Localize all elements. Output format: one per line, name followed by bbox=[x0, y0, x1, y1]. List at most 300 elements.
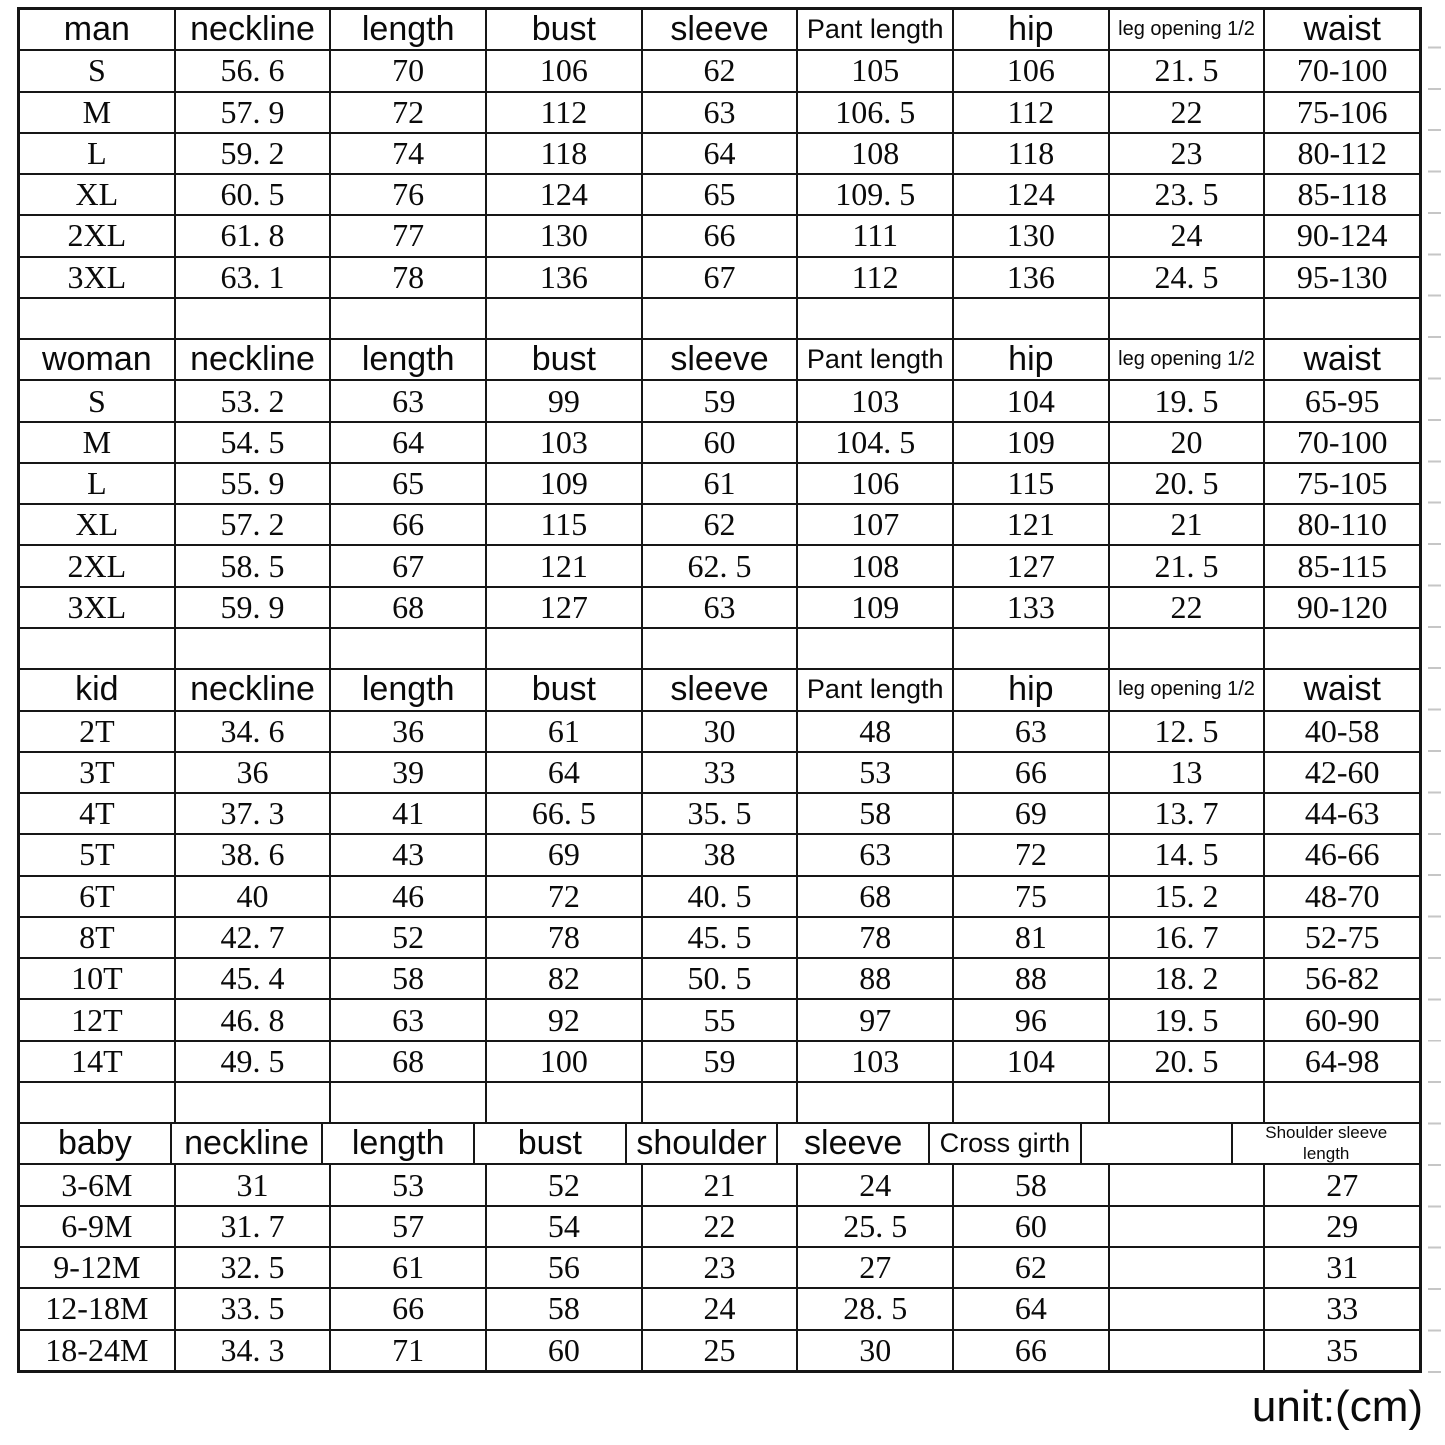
data-cell-baby-12-18M-col1: 33. 5 bbox=[174, 1289, 330, 1328]
data-cell-kid-8T-col7: 16. 7 bbox=[1108, 918, 1264, 957]
separator-cell bbox=[1108, 629, 1264, 668]
data-cell-woman-3XL-col2: 68 bbox=[329, 588, 485, 627]
header-kid-col4: sleeve bbox=[641, 670, 797, 709]
data-cell-kid-10T-col2: 58 bbox=[329, 959, 485, 998]
header-man-col2: length bbox=[329, 10, 485, 49]
header-baby-col2: length bbox=[321, 1124, 473, 1163]
header-woman-col2: length bbox=[329, 340, 485, 379]
data-cell-woman-M-col5: 104. 5 bbox=[796, 423, 952, 462]
data-cell-baby-9-12M-col4: 23 bbox=[641, 1248, 797, 1287]
header-woman-col4: sleeve bbox=[641, 340, 797, 379]
data-cell-kid-2T-col3: 61 bbox=[485, 712, 641, 751]
data-cell-woman-L-col2: 65 bbox=[329, 464, 485, 503]
size-cell-man-M-col0: M bbox=[82, 93, 112, 130]
data-cell-baby-12-18M-col8: 33 bbox=[1263, 1289, 1419, 1328]
size-cell-man-L-col0: L bbox=[87, 134, 107, 171]
data-cell-kid-6T-col2: 46 bbox=[329, 877, 485, 916]
row-man-XL bbox=[20, 173, 1419, 214]
data-cell-baby-3-6M-col1: 31 bbox=[174, 1165, 330, 1204]
data-cell-woman-2XL-col7: 21. 5 bbox=[1108, 546, 1264, 585]
data-cell-man-L-col7: 23 bbox=[1108, 134, 1264, 173]
data-cell-kid-2T-col6: 63 bbox=[952, 712, 1108, 751]
data-cell-woman-2XL-col4: 62. 5 bbox=[641, 546, 797, 585]
header-baby-col1: neckline bbox=[170, 1124, 322, 1163]
header-baby-col3: bust bbox=[473, 1124, 625, 1163]
data-cell-woman-XL-col4: 62 bbox=[641, 505, 797, 544]
data-cell-man-2XL-col8: 90-124 bbox=[1263, 216, 1419, 255]
row-woman-2XL bbox=[20, 544, 1419, 585]
data-cell-man-XL-col3: 124 bbox=[485, 175, 641, 214]
data-cell-man-XL-col1: 60. 5 bbox=[174, 175, 330, 214]
row-man-M bbox=[20, 91, 1419, 132]
data-cell-kid-10T-col8: 56-82 bbox=[1263, 959, 1419, 998]
header-woman-col8: waist bbox=[1263, 340, 1419, 379]
size-cell-woman-M-col0: M bbox=[82, 423, 112, 460]
data-cell-man-S-col6: 106 bbox=[952, 51, 1108, 90]
data-cell-man-XL-col2: 76 bbox=[329, 175, 485, 214]
separator-cell bbox=[174, 1083, 330, 1122]
row-kid-14T bbox=[20, 1040, 1419, 1081]
row-man-L bbox=[20, 132, 1419, 173]
data-cell-woman-2XL-col2: 67 bbox=[329, 546, 485, 585]
data-cell-kid-4T-col2: 41 bbox=[329, 794, 485, 833]
data-cell-kid-4T-col6: 69 bbox=[952, 794, 1108, 833]
header-baby-col7 bbox=[1080, 1124, 1232, 1163]
row-baby-12-18M bbox=[20, 1287, 1419, 1328]
size-cell-man-2XL-col0: 2XL bbox=[67, 217, 127, 254]
data-cell-woman-XL-col7: 21 bbox=[1108, 505, 1264, 544]
data-cell-baby-6-9M-col6: 60 bbox=[952, 1207, 1108, 1246]
data-cell-kid-8T-col3: 78 bbox=[485, 918, 641, 957]
data-cell-man-3XL-col3: 136 bbox=[485, 258, 641, 297]
gridline-ticks bbox=[1428, 7, 1441, 1375]
data-cell-kid-14T-col2: 68 bbox=[329, 1042, 485, 1081]
row-kid-5T bbox=[20, 833, 1419, 874]
data-cell-kid-14T-col7: 20. 5 bbox=[1108, 1042, 1264, 1081]
header-woman-col1: neckline bbox=[174, 340, 330, 379]
data-cell-kid-12T-col7: 19. 5 bbox=[1108, 1000, 1264, 1039]
data-cell-man-S-col7: 21. 5 bbox=[1108, 51, 1264, 90]
size-cell-baby-9-12M-col0: 9-12M bbox=[53, 1249, 141, 1286]
header-woman-col5: Pant length bbox=[796, 340, 952, 379]
header-kid-col0: kid bbox=[75, 670, 119, 709]
unit-label: unit:(cm) bbox=[1251, 1382, 1423, 1431]
data-cell-baby-18-24M-col5: 30 bbox=[796, 1331, 952, 1370]
size-cell-baby-12-18M-col0: 12-18M bbox=[45, 1290, 149, 1327]
data-cell-kid-2T-col5: 48 bbox=[796, 712, 952, 751]
data-cell-woman-L-col3: 109 bbox=[485, 464, 641, 503]
data-cell-woman-M-col6: 109 bbox=[952, 423, 1108, 462]
data-cell-baby-3-6M-col3: 52 bbox=[485, 1165, 641, 1204]
data-cell-kid-12T-col3: 92 bbox=[485, 1000, 641, 1039]
row-baby-9-12M bbox=[20, 1246, 1419, 1287]
data-cell-man-L-col6: 118 bbox=[952, 134, 1108, 173]
size-cell-baby-6-9M-col0: 6-9M bbox=[61, 1207, 133, 1244]
row-woman-3XL bbox=[20, 586, 1419, 627]
data-cell-baby-18-24M-col2: 71 bbox=[329, 1331, 485, 1370]
size-cell-woman-3XL-col0: 3XL bbox=[67, 588, 127, 625]
row-kid-12T bbox=[20, 998, 1419, 1039]
data-cell-baby-18-24M-col8: 35 bbox=[1263, 1331, 1419, 1370]
separator-cell bbox=[485, 629, 641, 668]
data-cell-kid-14T-col1: 49. 5 bbox=[174, 1042, 330, 1081]
data-cell-man-L-col5: 108 bbox=[796, 134, 952, 173]
separator-cell bbox=[641, 629, 797, 668]
separator-cell bbox=[1263, 299, 1419, 338]
header-kid-col5: Pant length bbox=[796, 670, 952, 709]
data-cell-man-3XL-col4: 67 bbox=[641, 258, 797, 297]
data-cell-kid-5T-col3: 69 bbox=[485, 835, 641, 874]
data-cell-kid-4T-col3: 66. 5 bbox=[485, 794, 641, 833]
data-cell-man-3XL-col5: 112 bbox=[796, 258, 952, 297]
separator-cell bbox=[174, 629, 330, 668]
data-cell-man-L-col4: 64 bbox=[641, 134, 797, 173]
data-cell-baby-9-12M-col3: 56 bbox=[485, 1248, 641, 1287]
header-row-baby bbox=[20, 1122, 1419, 1163]
size-cell-woman-XL-col0: XL bbox=[75, 506, 119, 543]
header-row-woman bbox=[20, 338, 1419, 379]
size-cell-kid-12T-col0: 12T bbox=[71, 1001, 123, 1038]
separator-cell bbox=[174, 299, 330, 338]
row-man-3XL bbox=[20, 256, 1419, 297]
data-cell-woman-L-col1: 55. 9 bbox=[174, 464, 330, 503]
row-man-2XL bbox=[20, 214, 1419, 255]
data-cell-man-M-col2: 72 bbox=[329, 93, 485, 132]
header-row-kid bbox=[20, 668, 1419, 709]
data-cell-baby-6-9M-col3: 54 bbox=[485, 1207, 641, 1246]
data-cell-baby-18-24M-col4: 25 bbox=[641, 1331, 797, 1370]
data-cell-kid-8T-col2: 52 bbox=[329, 918, 485, 957]
size-cell-kid-6T-col0: 6T bbox=[79, 877, 115, 914]
data-cell-man-2XL-col3: 130 bbox=[485, 216, 641, 255]
header-kid-col2: length bbox=[329, 670, 485, 709]
data-cell-man-M-col6: 112 bbox=[952, 93, 1108, 132]
data-cell-woman-2XL-col1: 58. 5 bbox=[174, 546, 330, 585]
data-cell-man-XL-col4: 65 bbox=[641, 175, 797, 214]
data-cell-kid-5T-col7: 14. 5 bbox=[1108, 835, 1264, 874]
size-cell-kid-5T-col0: 5T bbox=[79, 836, 115, 873]
data-cell-kid-6T-col4: 40. 5 bbox=[641, 877, 797, 916]
separator-cell bbox=[20, 1083, 174, 1122]
data-cell-kid-6T-col5: 68 bbox=[796, 877, 952, 916]
data-cell-woman-L-col5: 106 bbox=[796, 464, 952, 503]
data-cell-kid-4T-col8: 44-63 bbox=[1263, 794, 1419, 833]
data-cell-baby-6-9M-col5: 25. 5 bbox=[796, 1207, 952, 1246]
header-woman-col7: leg opening 1/2 bbox=[1108, 340, 1264, 379]
data-cell-man-S-col5: 105 bbox=[796, 51, 952, 90]
data-cell-kid-5T-col2: 43 bbox=[329, 835, 485, 874]
data-cell-kid-5T-col4: 38 bbox=[641, 835, 797, 874]
data-cell-kid-3T-col7: 13 bbox=[1108, 753, 1264, 792]
data-cell-kid-10T-col7: 18. 2 bbox=[1108, 959, 1264, 998]
data-cell-kid-12T-col2: 63 bbox=[329, 1000, 485, 1039]
data-cell-baby-6-9M-col4: 22 bbox=[641, 1207, 797, 1246]
data-cell-kid-4T-col7: 13. 7 bbox=[1108, 794, 1264, 833]
data-cell-kid-5T-col6: 72 bbox=[952, 835, 1108, 874]
separator-cell bbox=[485, 1083, 641, 1122]
data-cell-baby-6-9M-col2: 57 bbox=[329, 1207, 485, 1246]
row-woman-S bbox=[20, 379, 1419, 420]
data-cell-man-S-col2: 70 bbox=[329, 51, 485, 90]
header-kid-col6: hip bbox=[952, 670, 1108, 709]
data-cell-man-S-col3: 106 bbox=[485, 51, 641, 90]
header-man-col3: bust bbox=[485, 10, 641, 49]
data-cell-woman-S-col5: 103 bbox=[796, 381, 952, 420]
data-cell-woman-S-col6: 104 bbox=[952, 381, 1108, 420]
data-cell-baby-3-6M-col6: 58 bbox=[952, 1165, 1108, 1204]
data-cell-kid-4T-col1: 37. 3 bbox=[174, 794, 330, 833]
row-baby-3-6M bbox=[20, 1163, 1419, 1204]
separator-row bbox=[20, 627, 1419, 668]
data-cell-man-M-col1: 57. 9 bbox=[174, 93, 330, 132]
header-baby-col4: shoulder bbox=[625, 1124, 777, 1163]
header-baby-col8: Shoulder sleeve length bbox=[1231, 1124, 1419, 1163]
data-cell-woman-XL-col1: 57. 2 bbox=[174, 505, 330, 544]
data-cell-kid-14T-col8: 64-98 bbox=[1263, 1042, 1419, 1081]
data-cell-kid-12T-col1: 46. 8 bbox=[174, 1000, 330, 1039]
separator-cell bbox=[796, 299, 952, 338]
data-cell-woman-2XL-col3: 121 bbox=[485, 546, 641, 585]
size-cell-kid-4T-col0: 4T bbox=[79, 795, 115, 832]
separator-cell bbox=[329, 1083, 485, 1122]
data-cell-man-3XL-col2: 78 bbox=[329, 258, 485, 297]
data-cell-kid-12T-col4: 55 bbox=[641, 1000, 797, 1039]
data-cell-kid-12T-col6: 96 bbox=[952, 1000, 1108, 1039]
data-cell-man-XL-col8: 85-118 bbox=[1263, 175, 1419, 214]
header-man-col5: Pant length bbox=[796, 10, 952, 49]
data-cell-man-M-col7: 22 bbox=[1108, 93, 1264, 132]
header-man-col1: neckline bbox=[174, 10, 330, 49]
header-kid-col1: neckline bbox=[174, 670, 330, 709]
separator-cell bbox=[329, 629, 485, 668]
data-cell-man-S-col1: 56. 6 bbox=[174, 51, 330, 90]
data-cell-woman-M-col8: 70-100 bbox=[1263, 423, 1419, 462]
data-cell-man-M-col4: 63 bbox=[641, 93, 797, 132]
separator-cell bbox=[20, 629, 174, 668]
row-woman-L bbox=[20, 462, 1419, 503]
data-cell-kid-8T-col1: 42. 7 bbox=[174, 918, 330, 957]
data-cell-woman-S-col4: 59 bbox=[641, 381, 797, 420]
data-cell-kid-8T-col8: 52-75 bbox=[1263, 918, 1419, 957]
header-baby-col5: sleeve bbox=[776, 1124, 928, 1163]
header-row-man bbox=[20, 10, 1419, 49]
data-cell-kid-6T-col8: 48-70 bbox=[1263, 877, 1419, 916]
data-cell-woman-S-col3: 99 bbox=[485, 381, 641, 420]
separator-cell bbox=[952, 299, 1108, 338]
data-cell-woman-XL-col8: 80-110 bbox=[1263, 505, 1419, 544]
data-cell-kid-2T-col1: 34. 6 bbox=[174, 712, 330, 751]
data-cell-woman-M-col3: 103 bbox=[485, 423, 641, 462]
separator-cell bbox=[952, 629, 1108, 668]
data-cell-kid-2T-col7: 12. 5 bbox=[1108, 712, 1264, 751]
separator-cell bbox=[1263, 629, 1419, 668]
data-cell-baby-18-24M-col1: 34. 3 bbox=[174, 1331, 330, 1370]
data-cell-woman-3XL-col4: 63 bbox=[641, 588, 797, 627]
data-cell-man-M-col5: 106. 5 bbox=[796, 93, 952, 132]
data-cell-kid-8T-col5: 78 bbox=[796, 918, 952, 957]
data-cell-kid-3T-col3: 64 bbox=[485, 753, 641, 792]
data-cell-woman-XL-col3: 115 bbox=[485, 505, 641, 544]
data-cell-baby-6-9M-col1: 31. 7 bbox=[174, 1207, 330, 1246]
data-cell-kid-4T-col4: 35. 5 bbox=[641, 794, 797, 833]
row-kid-8T bbox=[20, 916, 1419, 957]
data-cell-kid-8T-col4: 45. 5 bbox=[641, 918, 797, 957]
row-kid-6T bbox=[20, 875, 1419, 916]
size-cell-baby-3-6M-col0: 3-6M bbox=[61, 1166, 133, 1203]
data-cell-baby-12-18M-col4: 24 bbox=[641, 1289, 797, 1328]
size-cell-kid-10T-col0: 10T bbox=[71, 960, 123, 997]
data-cell-baby-12-18M-col6: 64 bbox=[952, 1289, 1108, 1328]
data-cell-man-2XL-col6: 130 bbox=[952, 216, 1108, 255]
data-cell-baby-3-6M-col2: 53 bbox=[329, 1165, 485, 1204]
data-cell-kid-12T-col8: 60-90 bbox=[1263, 1000, 1419, 1039]
data-cell-baby-9-12M-col8: 31 bbox=[1263, 1248, 1419, 1287]
size-cell-woman-2XL-col0: 2XL bbox=[67, 547, 127, 584]
data-cell-baby-9-12M-col5: 27 bbox=[796, 1248, 952, 1287]
data-cell-man-3XL-col8: 95-130 bbox=[1263, 258, 1419, 297]
data-cell-kid-10T-col4: 50. 5 bbox=[641, 959, 797, 998]
data-cell-woman-S-col2: 63 bbox=[329, 381, 485, 420]
data-cell-kid-3T-col6: 66 bbox=[952, 753, 1108, 792]
data-cell-kid-5T-col8: 46-66 bbox=[1263, 835, 1419, 874]
data-cell-kid-12T-col5: 97 bbox=[796, 1000, 952, 1039]
data-cell-kid-5T-col5: 63 bbox=[796, 835, 952, 874]
data-cell-woman-M-col1: 54. 5 bbox=[174, 423, 330, 462]
data-cell-man-XL-col6: 124 bbox=[952, 175, 1108, 214]
data-cell-woman-S-col8: 65-95 bbox=[1263, 381, 1419, 420]
header-kid-col7: leg opening 1/2 bbox=[1108, 670, 1264, 709]
data-cell-man-L-col3: 118 bbox=[485, 134, 641, 173]
data-cell-baby-18-24M-col6: 66 bbox=[952, 1331, 1108, 1370]
data-cell-baby-6-9M-col8: 29 bbox=[1263, 1207, 1419, 1246]
data-cell-kid-8T-col6: 81 bbox=[952, 918, 1108, 957]
data-cell-woman-M-col2: 64 bbox=[329, 423, 485, 462]
row-woman-XL bbox=[20, 503, 1419, 544]
data-cell-kid-3T-col8: 42-60 bbox=[1263, 753, 1419, 792]
data-cell-baby-9-12M-col7 bbox=[1108, 1248, 1264, 1287]
row-baby-18-24M bbox=[20, 1329, 1419, 1370]
data-cell-kid-6T-col6: 75 bbox=[952, 877, 1108, 916]
data-cell-kid-14T-col3: 100 bbox=[485, 1042, 641, 1081]
data-cell-woman-3XL-col3: 127 bbox=[485, 588, 641, 627]
separator-cell bbox=[641, 1083, 797, 1122]
separator-row bbox=[20, 297, 1419, 338]
data-cell-man-S-col4: 62 bbox=[641, 51, 797, 90]
data-cell-woman-2XL-col8: 85-115 bbox=[1263, 546, 1419, 585]
header-man-col6: hip bbox=[952, 10, 1108, 49]
separator-cell bbox=[641, 299, 797, 338]
header-man-col8: waist bbox=[1263, 10, 1419, 49]
data-cell-woman-M-col4: 60 bbox=[641, 423, 797, 462]
data-cell-man-M-col3: 112 bbox=[485, 93, 641, 132]
header-kid-col3: bust bbox=[485, 670, 641, 709]
size-cell-kid-14T-col0: 14T bbox=[71, 1042, 123, 1079]
size-cell-kid-8T-col0: 8T bbox=[79, 918, 115, 955]
data-cell-baby-6-9M-col7 bbox=[1108, 1207, 1264, 1246]
data-cell-woman-3XL-col5: 109 bbox=[796, 588, 952, 627]
data-cell-man-XL-col5: 109. 5 bbox=[796, 175, 952, 214]
data-cell-man-M-col8: 75-106 bbox=[1263, 93, 1419, 132]
data-cell-baby-12-18M-col5: 28. 5 bbox=[796, 1289, 952, 1328]
size-cell-woman-L-col0: L bbox=[87, 465, 107, 502]
header-baby-col0: baby bbox=[57, 1124, 132, 1163]
separator-cell bbox=[1263, 1083, 1419, 1122]
row-kid-2T bbox=[20, 710, 1419, 751]
data-cell-woman-XL-col5: 107 bbox=[796, 505, 952, 544]
separator-cell bbox=[796, 629, 952, 668]
data-cell-kid-10T-col5: 88 bbox=[796, 959, 952, 998]
header-baby-col6: Cross girth bbox=[928, 1124, 1080, 1163]
row-woman-M bbox=[20, 421, 1419, 462]
data-cell-baby-3-6M-col7 bbox=[1108, 1165, 1264, 1204]
data-cell-man-L-col1: 59. 2 bbox=[174, 134, 330, 173]
header-kid-col8: waist bbox=[1263, 670, 1419, 709]
separator-cell bbox=[952, 1083, 1108, 1122]
size-cell-man-3XL-col0: 3XL bbox=[67, 258, 127, 295]
data-cell-kid-14T-col6: 104 bbox=[952, 1042, 1108, 1081]
data-cell-man-S-col8: 70-100 bbox=[1263, 51, 1419, 90]
header-woman-col0: woman bbox=[42, 340, 152, 379]
data-cell-man-2XL-col4: 66 bbox=[641, 216, 797, 255]
data-cell-baby-9-12M-col2: 61 bbox=[329, 1248, 485, 1287]
data-cell-man-3XL-col1: 63. 1 bbox=[174, 258, 330, 297]
data-cell-woman-3XL-col7: 22 bbox=[1108, 588, 1264, 627]
data-cell-kid-2T-col2: 36 bbox=[329, 712, 485, 751]
data-cell-baby-3-6M-col8: 27 bbox=[1263, 1165, 1419, 1204]
separator-cell bbox=[796, 1083, 952, 1122]
data-cell-woman-2XL-col6: 127 bbox=[952, 546, 1108, 585]
data-cell-woman-3XL-col8: 90-120 bbox=[1263, 588, 1419, 627]
size-cell-man-XL-col0: XL bbox=[75, 176, 119, 213]
data-cell-woman-XL-col2: 66 bbox=[329, 505, 485, 544]
data-cell-kid-14T-col5: 103 bbox=[796, 1042, 952, 1081]
data-cell-man-XL-col7: 23. 5 bbox=[1108, 175, 1264, 214]
data-cell-woman-2XL-col5: 108 bbox=[796, 546, 952, 585]
data-cell-man-3XL-col7: 24. 5 bbox=[1108, 258, 1264, 297]
data-cell-kid-6T-col1: 40 bbox=[174, 877, 330, 916]
data-cell-man-3XL-col6: 136 bbox=[952, 258, 1108, 297]
data-cell-kid-2T-col8: 40-58 bbox=[1263, 712, 1419, 751]
header-man-col4: sleeve bbox=[641, 10, 797, 49]
data-cell-kid-3T-col1: 36 bbox=[174, 753, 330, 792]
data-cell-woman-L-col7: 20. 5 bbox=[1108, 464, 1264, 503]
data-cell-kid-10T-col3: 82 bbox=[485, 959, 641, 998]
data-cell-woman-XL-col6: 121 bbox=[952, 505, 1108, 544]
size-cell-kid-3T-col0: 3T bbox=[79, 753, 115, 790]
separator-cell bbox=[1108, 299, 1264, 338]
data-cell-woman-3XL-col6: 133 bbox=[952, 588, 1108, 627]
data-cell-woman-L-col4: 61 bbox=[641, 464, 797, 503]
row-kid-10T bbox=[20, 957, 1419, 998]
data-cell-woman-L-col8: 75-105 bbox=[1263, 464, 1419, 503]
data-cell-kid-4T-col5: 58 bbox=[796, 794, 952, 833]
data-cell-kid-6T-col7: 15. 2 bbox=[1108, 877, 1264, 916]
header-man-col0: man bbox=[63, 10, 130, 49]
data-cell-baby-3-6M-col4: 21 bbox=[641, 1165, 797, 1204]
data-cell-kid-3T-col5: 53 bbox=[796, 753, 952, 792]
data-cell-baby-9-12M-col1: 32. 5 bbox=[174, 1248, 330, 1287]
row-kid-4T bbox=[20, 792, 1419, 833]
data-cell-kid-10T-col1: 45. 4 bbox=[174, 959, 330, 998]
data-cell-baby-18-24M-col7 bbox=[1108, 1331, 1264, 1370]
data-cell-woman-S-col7: 19. 5 bbox=[1108, 381, 1264, 420]
row-kid-3T bbox=[20, 751, 1419, 792]
data-cell-baby-12-18M-col7 bbox=[1108, 1289, 1264, 1328]
data-cell-man-2XL-col1: 61. 8 bbox=[174, 216, 330, 255]
size-cell-kid-2T-col0: 2T bbox=[79, 712, 115, 749]
size-cell-baby-18-24M-col0: 18-24M bbox=[45, 1331, 149, 1368]
size-cell-woman-S-col0: S bbox=[87, 382, 106, 419]
